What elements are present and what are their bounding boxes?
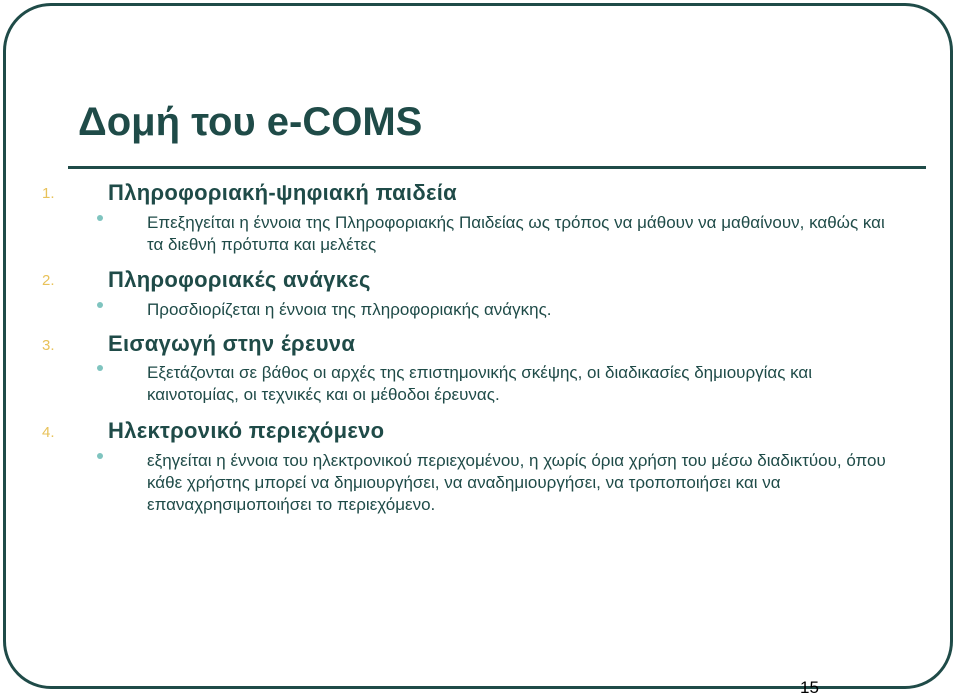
bullet-icon: [97, 302, 103, 308]
section-number: 3.: [42, 337, 55, 354]
title-divider: [68, 166, 926, 169]
bullet-icon: [97, 215, 103, 221]
section-heading: Πληροφοριακές ανάγκες: [108, 267, 371, 292]
section-description: Εξετάζονται σε βάθος οι αρχές της επιστημονικής σκέψης, οι διαδικασίες δημιουργίας και καινοτομίας, οι τεχνικές και οι μέθοδοι έρευνας.: [147, 363, 813, 404]
section-heading: Πληροφοριακή-ψηφιακή παιδεία: [108, 180, 457, 205]
section-description: Επεξηγείται η έννοια της Πληροφοριακής Παιδείας ως τρόπος να μάθουν να μαθαίνουν, καθώς και τα διεθνή πρότυπα και μελέτες: [147, 213, 885, 254]
section-heading: Ηλεκτρονικό περιεχόμενο: [108, 418, 385, 443]
page-number: 15: [800, 678, 819, 697]
section-number: 4.: [42, 424, 55, 441]
section-number: 1.: [42, 185, 55, 202]
slide-title: Δομή του e-COMS: [78, 100, 423, 144]
section-heading: Εισαγωγή στην έρευνα: [108, 331, 356, 356]
section-description: εξηγείται η έννοια του ηλεκτρονικού περιεχομένου, η χωρίς όρια χρήση του μέσω διαδικτύου, όπου κάθε χρήστης μπορεί να δημιουργήσει, να αναδημιουργήσει, να τροποποιήσει και να επαναχρησιμοποιήσει το περιεχόμενο.: [147, 451, 886, 514]
bullet-icon: [97, 453, 103, 459]
section-number: 2.: [42, 272, 55, 289]
bullet-icon: [97, 365, 103, 371]
section-description: Προσδιορίζεται η έννοια της πληροφοριακής ανάγκης.: [147, 300, 552, 319]
